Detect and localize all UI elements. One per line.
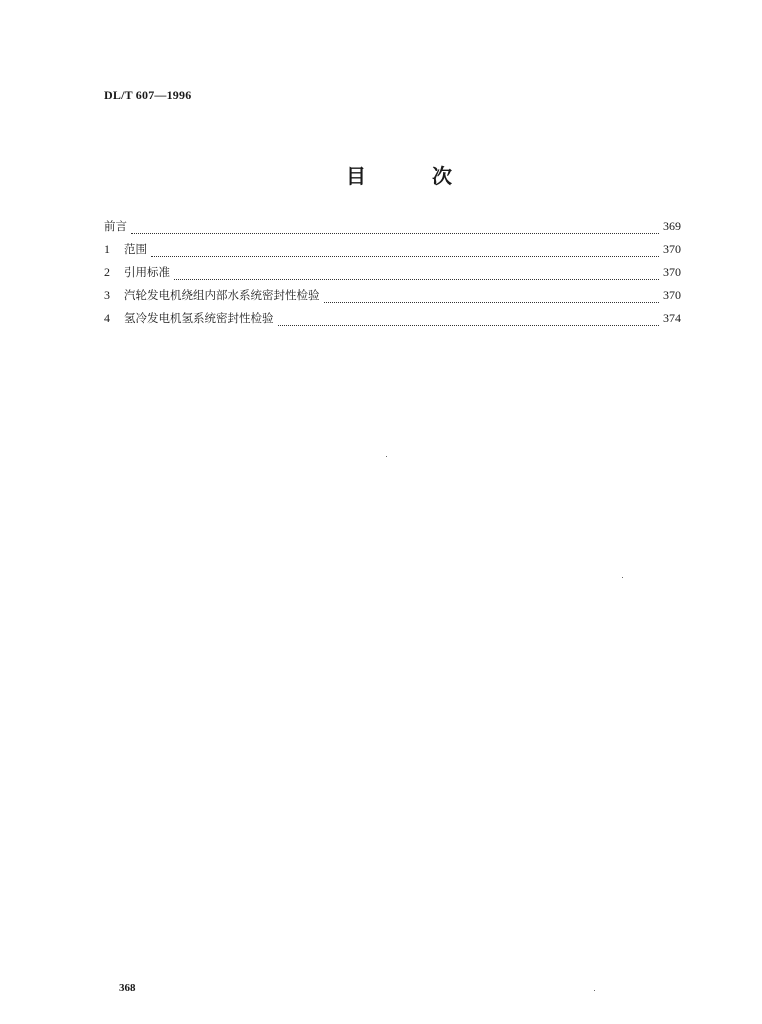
toc-entry-page: 374 (663, 311, 681, 325)
toc-entry-label: 汽轮发电机绕组内部水系统密封性检验 (124, 288, 320, 302)
title-char-2: 次 (432, 164, 452, 188)
toc-entry-scope[interactable] (104, 241, 681, 264)
page-title (0, 160, 762, 190)
toc-entry-hydrogen-system[interactable] (104, 310, 681, 333)
toc-entry-page: 370 (663, 265, 681, 279)
dot-leader (151, 256, 659, 257)
scan-speck (594, 990, 595, 991)
dot-leader (174, 279, 659, 280)
toc-entry-preface[interactable] (104, 218, 681, 241)
scan-speck (386, 456, 387, 457)
toc-entry-label: 引用标准 (124, 265, 170, 279)
toc-entry-number: 1 (104, 242, 110, 256)
toc-entry-label: 范围 (124, 242, 147, 256)
toc-entry-page: 370 (663, 288, 681, 302)
toc-entry-label: 氢冷发电机氢系统密封性检验 (124, 311, 274, 325)
dot-leader (278, 325, 660, 326)
toc-entry-number: 3 (104, 288, 110, 302)
toc-entry-number: 4 (104, 311, 110, 325)
toc-entry-page: 370 (663, 242, 681, 256)
toc-entry-references[interactable] (104, 264, 681, 287)
standard-number: DL/T 607—1996 (104, 88, 192, 102)
toc-entry-label: 前言 (104, 219, 127, 233)
toc-entry-water-system[interactable] (104, 287, 681, 310)
scan-speck (622, 577, 623, 578)
dot-leader (131, 233, 659, 234)
toc-entry-number: 2 (104, 265, 110, 279)
title-char-1: 目 (346, 164, 366, 188)
dot-leader (324, 302, 660, 303)
table-of-contents (104, 218, 681, 333)
toc-entry-page: 369 (663, 219, 681, 233)
page-number: 368 (119, 982, 136, 994)
